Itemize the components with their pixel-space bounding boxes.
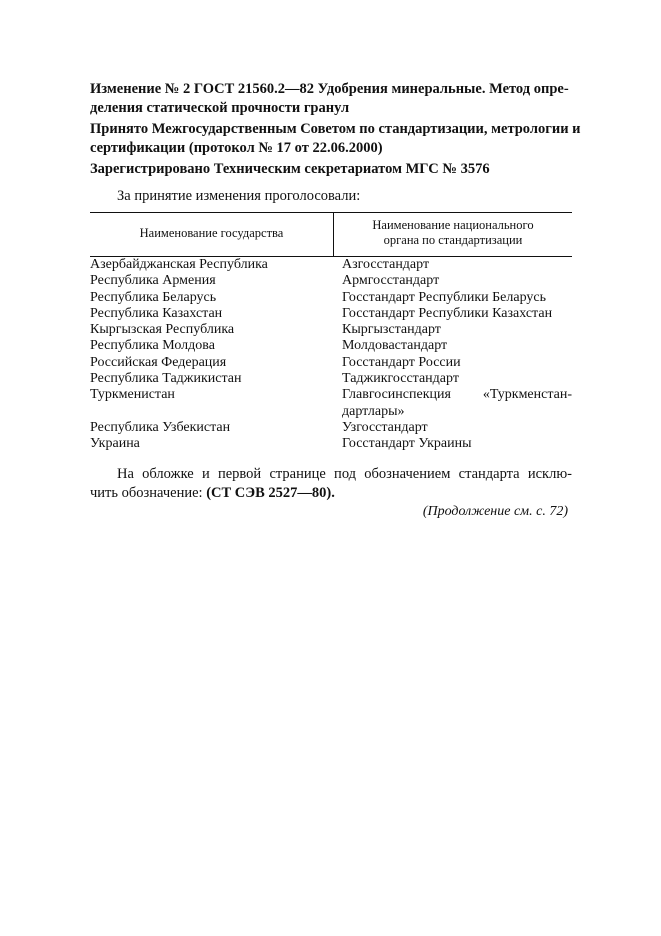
- table-row: [90, 290, 572, 306]
- state-name: Украина: [90, 436, 140, 452]
- standards-body-line: Молдовастандарт: [342, 338, 448, 354]
- standards-body: [342, 355, 572, 371]
- state-name: Республика Узбекистан: [90, 419, 231, 435]
- state-name: Азербайджанская Республика: [90, 257, 268, 272]
- continuation-note: (Продолжение см. с. 72): [422, 504, 568, 519]
- table-body: [90, 257, 572, 453]
- standards-body-line: Узгосстандарт: [342, 419, 428, 435]
- table-row: [90, 338, 572, 354]
- table-row: [90, 257, 572, 273]
- cover-note-designation: (СТ СЭВ 2527—80).: [206, 485, 335, 501]
- amendment-title-line-1: Изменение № 2 ГОСТ 21560.2—82 Удобрения минеральные. Метод опре-: [90, 81, 569, 97]
- state-name: Республика Беларусь: [90, 289, 217, 305]
- cover-note-line-1: На обложке и первой странице под обозначением стандарта исклю-: [117, 466, 572, 482]
- column-header-state: Наименование государства: [139, 226, 284, 240]
- standards-body-line: Азгосстандарт: [342, 257, 430, 272]
- standards-body: [342, 338, 572, 354]
- registered-statement: [90, 160, 576, 179]
- state-name: Республика Молдова: [90, 338, 215, 354]
- column-header-body-line-1: Наименование национального: [372, 218, 534, 232]
- standards-body-line: Главгосинспекция «Туркменстан-: [342, 387, 572, 403]
- standards-body: [342, 273, 572, 289]
- standards-body: [342, 371, 572, 387]
- amendment-title-line-2: деления статической прочности гранул: [90, 100, 350, 116]
- standards-body-line: Госстандарт Республики Казахстан: [342, 305, 553, 321]
- registered-statement-line: Зарегистрировано Техническим секретариатом МГС № 3576: [90, 161, 490, 177]
- standards-body-line: Кыргызстандарт: [342, 322, 441, 338]
- standards-body: [342, 257, 572, 273]
- accepted-statement-line-1: Принято Межгосударственным Советом по стандартизации, метрологии и: [90, 121, 581, 137]
- standards-body: [342, 420, 572, 436]
- table-row: [90, 322, 572, 338]
- standards-body-line: Таджикгосстандарт: [342, 371, 459, 387]
- voting-intro: За принятие изменения проголосовали:: [117, 188, 361, 204]
- standards-body: [342, 306, 572, 322]
- table-top-rule: [90, 212, 572, 213]
- state-name: Республика Таджикистан: [90, 371, 242, 387]
- table-row: [90, 273, 572, 289]
- state-name: Республика Казахстан: [90, 305, 223, 321]
- standards-body: [342, 322, 572, 338]
- standards-body: [342, 436, 572, 452]
- table-row: [90, 371, 572, 387]
- standards-body: [342, 290, 572, 306]
- state-name: Республика Армения: [90, 273, 216, 289]
- amendment-title: [90, 80, 576, 118]
- standards-body-line: Армгосстандарт: [342, 273, 440, 289]
- standards-body-line: Госстандарт Республики Беларусь: [342, 289, 547, 305]
- accepted-statement: [90, 120, 581, 158]
- table-row: [90, 420, 572, 436]
- cover-note-line-2: [90, 484, 572, 503]
- standards-body-line: Госстандарт Украины: [342, 436, 472, 452]
- state-name: Кыргызская Республика: [90, 322, 235, 338]
- table-row: [90, 355, 572, 371]
- cover-note: [90, 465, 572, 503]
- table-row: [90, 387, 572, 420]
- table-row: [90, 436, 572, 452]
- standards-body-line: дартлары»: [342, 403, 405, 419]
- state-name: Туркменистан: [90, 387, 175, 403]
- column-header-body-line-2: органа по стандартизации: [383, 233, 523, 247]
- standards-body-line: Госстандарт России: [342, 354, 461, 370]
- standards-body: [342, 387, 572, 420]
- column-header-body: [334, 218, 572, 248]
- state-name: Российская Федерация: [90, 354, 227, 370]
- cover-note-line-2-text: чить обозначение:: [90, 485, 207, 501]
- table-row: [90, 306, 572, 322]
- accepted-statement-line-2: сертификации (протокол № 17 от 22.06.2000): [90, 140, 383, 156]
